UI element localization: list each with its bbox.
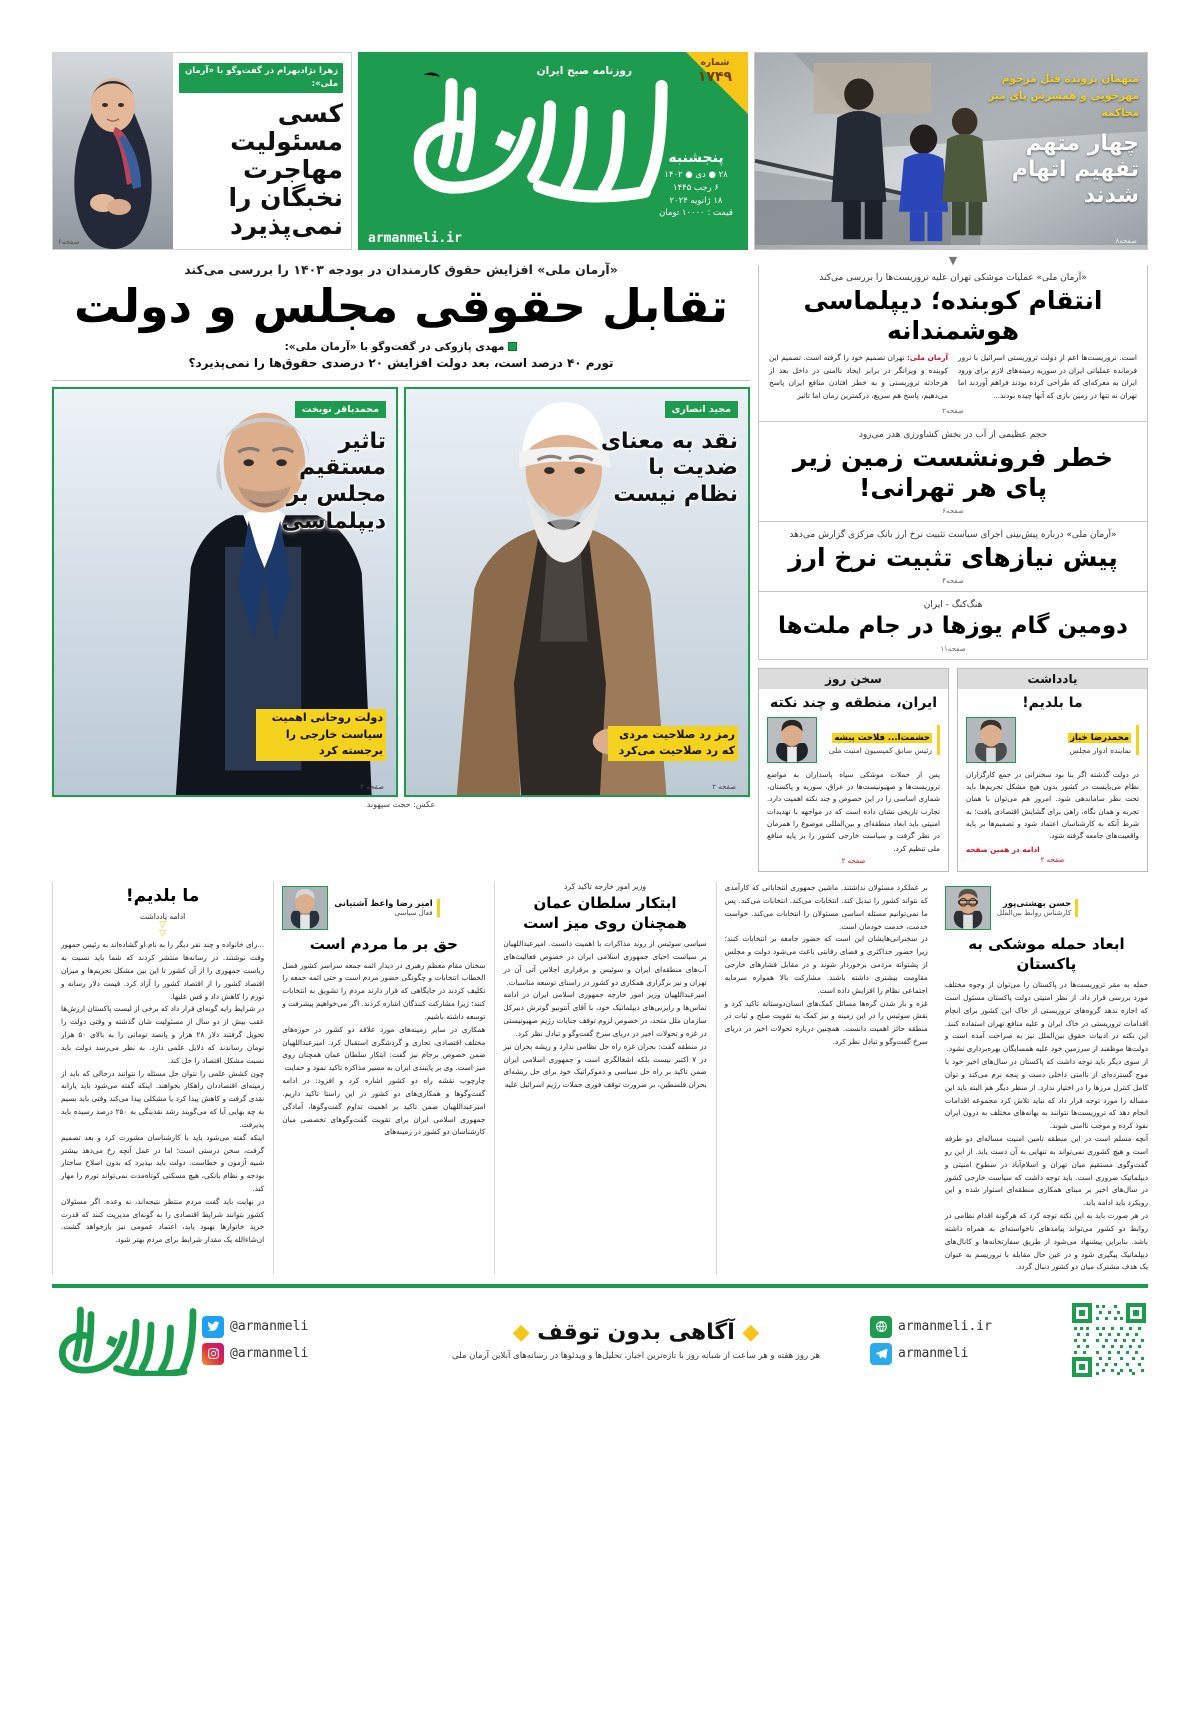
feature-headline-nobakht[interactable]: تاثیر مستقیم مجلس بر دیپلماسی [281, 428, 386, 534]
feature-caption-ansari: رمز رد صلاحیت مردی که رد صلاحیت می‌کرد [608, 726, 738, 761]
opinion-meta-1 [1022, 725, 1139, 755]
telegram-icon [870, 1343, 892, 1365]
lower-col-continuation [52, 882, 264, 1274]
diamond-icon-right: ◆ [742, 1319, 760, 1345]
opinion-avatar-0 [767, 717, 817, 763]
feature-name-nobakht: محمدباقر نوبخت [295, 401, 386, 418]
feature-page-nobakht: صفحه ۴ [360, 782, 384, 791]
opinion-meta-0 [823, 725, 940, 755]
side-body-0-right-text: تهران تصمیم خود را گرفته است. تصمیم این کوبنده و ویرانگر در برابر ایجاد ناامنی در داخل بعد از هرحادثه تروریستی و به خطر افتادن منافع ایران پاسخ می‌دهیم، پاسخ هم سریع، درکمترین زمان اما تاثیر [769, 353, 948, 401]
opinion-section-0: سخن روز [759, 669, 948, 689]
note-p4: در هر صورت باید به این نکته توجه کرد که هرگونه اقدام نظامی در روابط دو کشور می‌تواند پیامدهای ناخواسته‌ای به همراه داشته باشد. بنابراین پیشنهاد می‌شود از طریق سفارتخانه‌ها و کانال‌های دیپلماتیک پیگیری شود و در عین حال مقابله با تروریسم به عنوان یک هدف مشترک میان دو کشور دنبال گردد. [944, 1211, 1149, 1272]
continuation-p2: در شرایط رایه گونه‌ای قرار داد که برخی از لیست پاکستان ارزش‌ها عقب بیش از دو سال از مسئولیت شان گذشته و وقتی دولت را تحویل گرفتند دلار ۲۸ هزار و پانصد تومانی را به بالای ۵۰ هزار تومان رساندند که دلایل علمی دارد. به نظر می‌رسد دولت باید نسبت مشکل اقتصاد را حل کند. [61, 1004, 265, 1065]
side-kicker-1: حجم عظیمی از آب در بخش کشاورزی هدر می‌رود [858, 429, 1048, 440]
lead-subline2: تورم ۴۰ درصد است، بعد دولت افزایش ۲۰ درصدی حقوق‌ها را نمی‌پذیرد؟ [188, 355, 614, 370]
footer-instagram-handle[interactable]: @armanmeli [230, 1346, 309, 1362]
opinion-author-role-0: رئیس سابق کمیسیون امنیت ملی [828, 745, 932, 755]
beheshtipour-avatar [945, 886, 991, 930]
teaser-left-headline[interactable]: چهار متهم تفهیم اتهام شدند [1011, 131, 1139, 209]
haqq-title[interactable]: حق بر ما مردم است [309, 935, 458, 954]
continuation-subtitle: ادامه یادداشت [139, 912, 186, 922]
note-title[interactable]: ابعاد حمله موشکی به پاکستان [968, 935, 1125, 973]
haqq-p3: چارچوب نقشه راه دو کشور اشاره کرد و افزود: در ادامه گفت‌وگوها و همکاری‌های دو کشور در این راستا تاکید داریم. امیرعبداللهیان ضمن تاکید بر اهمیت تداوم گفت‌وگوها، آمادگی جمهوری اسلامی ایران برای تقویت گفت‌وگوهای تخصصی میان کارشناسان دو کشور در زمینه‌های [282, 1076, 486, 1137]
qr-code[interactable] [1070, 1301, 1148, 1379]
feature-page-ansari: صفحه ۲ [712, 782, 736, 791]
issue-label: شماره [700, 58, 730, 68]
armanmeli-logotype [366, 66, 682, 212]
woman-portrait-figure [53, 53, 173, 249]
lower-col-note [937, 882, 1148, 1274]
plain-p3: غزه و باز شدن گره‌ها مسائل کمک‌های انسان‌دوستانه تاکید کرد و نقش سوئیس را در این زمینه و نیز کمک به تقویت صلح و ثبات در منطقه حائز اهمیت دانست. همچنین درباره تحولات اخیر در دریای سرخ گفت‌وگو و تبادل نظر کرد. [724, 998, 928, 1047]
footer-twitter-row[interactable] [202, 1316, 394, 1338]
side-page-3: صفحه۱۱ [940, 644, 966, 653]
note-p1: حمله به مقر تروریست‌ها در پاکستان را می‌توان از وجوه مختلف مورد بررسی قرار داد. از نظر امنیتی دولت پاکستان مسئول است که اجازه ندهد گروه‌های تروریستی از خاک این کشور برای انجام اقدامات تروریستی در خاک ایران و علیه منافع تهران استفاده کنند. این نکته در ادبیات حقوق بین‌الملل نیز به صراحت آمده است و دولت‌ها موظفند از سرزمین خود علیه همسایگان بهره‌برداری نشود. [944, 980, 1149, 1054]
teaser-right[interactable] [52, 52, 352, 250]
lead-story[interactable] [52, 256, 750, 381]
masthead-logo [366, 66, 682, 212]
continuation-p5: در نهایت باید گفت مردم منتظر نتیجه‌اند، نه وعده. اگر مسئولان کشور بتوانند شرایط اقتصادی را به گونه‌ای مدیریت کنند که قدرت خرید خانوارها بهبود یابد، اعتماد عمومی نیز بازخواهد گشت. ان‌شاءالله یک مقدار شرایط برای مردم بهتر شود. [61, 1196, 265, 1245]
side-item-2[interactable] [758, 522, 1148, 592]
feature-caption-nobakht: دولت روحانی اهمیت سیاست خارجی را برجسته کرد [256, 709, 386, 761]
footer-tagline: هر روز هفته و هر ساعت از شبانه روز با تازه‌ترین اخبار، تحلیل‌ها و ویدئوها در رسانه‌های آنلاین آرمان ملی [452, 1350, 820, 1361]
side-body-0-right [769, 352, 948, 403]
side-page-1: صفحه۶ [942, 506, 964, 515]
instagram-icon [202, 1343, 224, 1365]
side-body-0 [769, 352, 1137, 403]
continuation-p1: ...رای خانواده و چند نفر دیگر را به نام او گشاده‌اند به رئیس جمهور وقت نوشتند. در رسانه‌ها منتشر کردند که شما باید نسبت به ریاست جمهوری را از آن کشور تا این بین مشکل تحریم‌ها و میزان اقتصاد کشور را از اقتصاد کشور را آزاد کرد. قیمت دلار رسانه و تورم را کاهش داد و قس علیها. [61, 940, 265, 1001]
side-item-0[interactable] [758, 265, 1148, 422]
masthead-subtitle: روزنامه صبح ایران [536, 65, 632, 77]
side-body-0-left: است. تروریست‌ها اعم از دولت تروریستی اسرائیل با ترور فرمانده عملیاتی ایران در سوریه زمینه‌های لازم برای ورود ایران به معرکه‌ای که طراحی کرده بودند فراهم آوردند اما تهران نه تنها در زمین بازی که آنها چیده بودند... [958, 353, 1137, 401]
photo-credit: عکس: حجت سپهوند [366, 799, 436, 809]
footer-slogan-block [402, 1320, 870, 1361]
oman-kickline: وزیر امور خارجه تاکید کرد [564, 882, 647, 892]
qr-code-image [1070, 1301, 1148, 1379]
twitter-icon [202, 1316, 224, 1338]
footer-telegram-handle[interactable]: armanmeli [898, 1346, 969, 1362]
mid-section [0, 250, 1200, 872]
date-hijri: ۶ رجب ۱۴۴۵ [673, 182, 719, 193]
oman-p1: سیاسی سوئیس از روند مذاکرات با اهمیت دانست. امیرعبداللهیان بر سیاست احیای جمهوری اسلامی ایران در خصوص فعالیت‌های آب‌های منطقه‌ای ایران و سوئیس و برقراری اجلاس آتی آن در تهران و نیز برگزاری همکاری دو کشور در راستای توسعه مناسبات. [503, 939, 707, 987]
side-headline-2[interactable]: پیش نیازهای تثبیت نرخ ارز [788, 542, 1118, 572]
lower-col-oman [494, 882, 706, 1274]
side-page-2: صفحه۴ [942, 576, 964, 585]
side-page-0: صفحه۲ [942, 406, 964, 415]
price: قیمت : ۱۰۰۰۰ تومان [659, 208, 733, 219]
opinion-body-0: پس از حملات موشکی سپاه پاسداران به مواضع تروریست‌ها و صهیونیست‌ها در عراق، سوریه و پاکستان، شماری اساسی را در این خصوص و چند نکته اهمیت دارد. تجارب تاریخی نشان داده است که در مواجهه با تهدیدات امنیتی باید ابعاد منطقه‌ای و بین‌المللی موضوع را همزمان در نظر گرفت و سیاست خارجی کشور را بر پایه منافع ملی تنظیم کرد. [767, 769, 940, 853]
footer-slogan-text: آگاهی بدون توقف [537, 1319, 735, 1345]
teaser-left[interactable] [754, 52, 1148, 250]
note-author-role: کارشناس روابط بین‌الملل [996, 909, 1072, 918]
footer-website-row[interactable] [870, 1316, 1062, 1338]
note-byline-meta [997, 899, 1078, 917]
ashtiani-avatar-figure [283, 887, 327, 929]
opinion-sokhan-rooz[interactable] [758, 668, 949, 873]
footer-logo [52, 1304, 202, 1376]
masthead [358, 52, 748, 250]
arrow-down-icon: ▼ [948, 254, 958, 267]
teaser-right-headline[interactable]: کسی مسئولیت مهاجرت نخبگان را نمی‌پذیرد [228, 99, 343, 241]
teaser-right-photo [53, 53, 173, 249]
teaser-left-page: صفحه۸ [1115, 237, 1137, 245]
haqq-author-role: فعال سیاسی [394, 909, 433, 918]
lead-subline-text: مهدی پازوکی در گفت‌وگو با «آرمان ملی»: [284, 340, 505, 353]
haqq-p1: سخنان مقام معظم رهبری در دیدار ائمه جمعه سراسر کشور فصل الخطاب انتخابات و چگونگی حضور مردم است و حتی ائمه جمعه را تکلیف کردند در جایگاهی که قرار دارند مردم را تشویق به انتخابات کنند؛ زیرا مشارکت کنندگان اشاره کردند. اگر می‌خواهیم پیشرفت و توسعه داشته باشیم. [282, 960, 486, 1021]
footer-socials-left [870, 1311, 1070, 1370]
side-column [758, 256, 1148, 872]
masthead-date [650, 148, 742, 220]
teaser-right-kicker: زهرا نژادبهرام در گفت‌وگو با «آرمان ملی»: [179, 63, 343, 93]
opinion-page-1: صفحه ۲ [1040, 855, 1065, 864]
square-bullet-icon [508, 342, 517, 351]
teaser-left-kicker: متهمان پرونده قتل مرحوم مهرجویی و همسرش پای میز محاکمه [988, 73, 1139, 119]
teaser-left-text [964, 71, 1139, 209]
side-headline-1[interactable]: خطر فرونشست زمین زیر پای هر تهرانی! [792, 442, 1114, 502]
date-solar: ۲۸ ● دی ● ۱۴۰۲ [664, 170, 728, 180]
beheshtipour-avatar-figure [946, 887, 990, 929]
continuation-p4: اینکه گفته می‌شود باید با کارشناسان مشورت کرد و بعد تصمیم گرفت، سخن درستی است؛ اما در عمل آنچه رخ می‌دهد بیشتر شبیه آزمون و خطاست. دولت باید بپذیرد که بدون اصلاح ساختار بودجه و نظام بانکی، هیچ مسکنی کوتاه‌مدت نمی‌تواند تورم را مهار کند. [61, 1132, 265, 1193]
footer-website-url[interactable]: armanmeli.ir [898, 1319, 992, 1335]
note-author-name: حسن بهشتی‌پور [1002, 899, 1072, 910]
feature-name-ansari: مجید انصاری [665, 401, 738, 418]
feature-headline-ansari[interactable]: نقد به معنای ضدیت با نظام نیست [600, 428, 738, 508]
opinion-author-name-0: حشمت‌ا... فلاحت پیشه [834, 732, 930, 743]
haqq-p2: همکاری در سایر زمینه‌های مورد علاقه دو کشور در حوزه‌های مختلف اقتصادی، تجاری و گردشگری استقبال کرد. امیرعبداللهیان ضمن خصوص برجام نیز گفت: ابتکار سلطان عمان همچنان روی میز است. وی بر پایبندی ایران به مسیر مذاکره تاکید نمود و حمایت [282, 1024, 486, 1073]
opinion-section-1: یادداشت [958, 669, 1147, 689]
feature-boxes [52, 387, 750, 797]
top-strip [0, 0, 1200, 250]
teaser-right-text [173, 53, 351, 249]
opinion-more-link-1[interactable]: ادامه در همین صفحه [966, 844, 1040, 854]
date-weekday: پنجشنبه [668, 150, 724, 166]
oman-title[interactable]: ابتکار سلطان عمان همچنان روی میز است [523, 894, 687, 932]
side-item-3[interactable] [758, 592, 1148, 660]
lead-subline [56, 341, 746, 353]
main-column [52, 256, 750, 872]
side-item-1[interactable] [758, 422, 1148, 522]
issue-number: ۱۷۴۹ [697, 69, 733, 86]
armanmeli-footer-logotype [52, 1304, 202, 1376]
opinion-author-name-1: محمدرضا خباز [1070, 732, 1129, 743]
plain-p1: بر عملکرد مسئولان نداشتند. ماشین جمهوری انتخاباتی که کارآمدی که نتواند کشور را تبدیل کند. انتخابات می‌کند. انتخابات می‌کند. پس ما نمی‌توانیم مسئله اساسی مسئولان را انتخابات می‌کند. خواست خدمت، خدمت خودمان است. [724, 883, 928, 931]
haqq-author-name: امیر رضا واعظ آشتیانی [334, 899, 433, 910]
khabbaz-avatar-figure [967, 718, 1015, 762]
lower-col-plain [716, 882, 928, 1274]
side-kicker-3: هنگ‌کنگ - ایران [923, 599, 983, 610]
side-lead-label-0: آرمان ملی: [906, 353, 948, 362]
teaser-right-page: صفحه۶ [58, 238, 80, 246]
haqq-byline-meta [334, 899, 439, 917]
lower-article-grid [0, 872, 1200, 1274]
feature-box-ansari[interactable] [404, 387, 750, 797]
opinion-author-block-0 [759, 715, 948, 767]
footer-slogan [402, 1320, 870, 1345]
page-footer [52, 1284, 1148, 1384]
plain-p2: در سخنرانی‌هایشان این است که حضور جامعه بر انتخابات کنند؛ زیرا حضور حداکثری و فضای رقابتی باعث می‌شود دولت و مجلس از پشتوانه مردمی برخوردار شوند و در مقابل فشارهای خارجی مقاومت بیشتری داشته باشند. مشارکت بالا همواره سرمایه اجتماعی نظام را افزایش داده است. [724, 934, 928, 995]
falahat-pisheh-avatar-figure [768, 718, 816, 762]
chevron-down-icon: ▽ ▽ [159, 920, 167, 940]
opinion-yaddasht[interactable] [957, 668, 1148, 873]
lead-headline[interactable]: تقابل حقوقی مجلس و دولت [74, 279, 728, 333]
diamond-icon-left: ◆ [512, 1319, 530, 1345]
note-p2: از سوی دیگر باید توجه داشت که پاکستان در سال‌های اخیر خود با موج گسترده‌ای از ناامنی داخلی دست و پنجه نرم می‌کند و توان کامل کنترل مرزها را در اختیار ندارد. از منظر دیگر هم البته باید این مساله را مورد توجه قرار داد که نباید تلاش کرد مجموعه اقدامات انجام دهد که تروریست‌ها نتوانند به بهانه‌های مختلف به درون ایران نفوذ کرده و موجب ناامنی شوند. [944, 1057, 1149, 1131]
feature-box-nobakht[interactable] [52, 387, 398, 797]
masthead-website[interactable]: armanmeli.ir [368, 231, 462, 246]
oman-p2: امیرعبداللهیان وزیر امور خارجه جمهوری اسلامی ایران در ادامه تماس‌ها و رایزنی‌های دیپلماتیک خود، با آقای آنتونیو گوترش دبیرکل سازمان ملل متحد، در خصوص لزوم توقف جنایات رژیم صهیونیستی در غزه و تحولات اخیر در دریای سرخ گفت‌وگو و تبادل نظر کرد. [503, 990, 707, 1038]
side-kicker-2: «آرمان ملی» درباره پیش‌بینی اجرای سیاست تثبیت نرخ ارز بانک مرکزی گزارش می‌دهد [789, 529, 1117, 540]
opinion-author-role-1: نماینده ادوار مجلس [1069, 745, 1131, 755]
side-kicker-0: «آرمان ملی» عملیات موشکی تهران علیه تروریست‌ها را بررسی می‌کند [819, 273, 1087, 283]
lead-kicker: «آرمان ملی» افزایش حقوق کارمندان در بودجه ۱۴۰۳ را بررسی می‌کند [184, 262, 618, 277]
oman-p3: در منطقه گفت: بحران غزه راه حل نظامی ندارد و ریشه بحران نیز در ۷ اکتبر نیست بلکه اشغالگری است و جمهوری اسلامی ایران ضمن تاکید بر راه حل سیاسی و دموکراتیک خود برای حل ریشه‌ای بحران فلسطین، بر ضرورت توقف فوری حملات رژیم اسرائیل علیه [503, 1041, 707, 1090]
note-p3: آنچه مسلم است در این منطقه تامین امنیت مساله‌ای دو طرفه است و هیچ کشوری نمی‌تواند به تنهایی به آن دست یابد. از این رو گفت‌وگوی مستقیم میان تهران و اسلام‌آباد در سطوح امنیتی و دیپلماتیک ضروری است. باید توجه داشت که سیاست خارجی کشور در سال‌های اخیر بر مبنای همکاری منطقه‌ای استوار شده و این رویکرد باید ادامه یابد. [944, 1134, 1149, 1208]
globe-icon [870, 1316, 892, 1338]
opinion-row [758, 668, 1148, 873]
opinion-avatar-1 [966, 717, 1016, 763]
side-headline-3[interactable]: دومین گام یوزها در جام ملت‌ها [778, 612, 1128, 639]
haqq-byline [282, 886, 485, 930]
footer-telegram-row[interactable] [870, 1343, 1062, 1365]
footer-instagram-row[interactable] [202, 1343, 394, 1365]
date-gregorian: ۱۸ ژانویه ۲۰۲۴ [669, 195, 723, 206]
issue-badge [688, 58, 742, 87]
side-headline-0[interactable]: انتقام کوبنده؛ دیپلماسی هوشمندانه [803, 286, 1103, 345]
opinion-body-1: در دولت گذشته اگر بنا بود سخنرانی در جمع کارگزاران نظام می‌بایست در کشور بدون هیچ مشکل تحریم‌ها باید تحت نظر ساماندهی شود. امروز هم می‌توان با همان تجربه و همان نگاه، راهی برای گشایش اقتصادی یافت؛ به شرط آنکه به کارشناسان اعتماد شود و تصمیم‌ها بر پایه واقعیت‌های جامعه گرفته شود. [966, 769, 1139, 841]
opinion-title-1[interactable]: ما بلدیم! [1022, 694, 1083, 711]
opinion-author-block-1 [958, 715, 1147, 767]
opinion-title-0[interactable]: ایران، منطقه و چند نکته [769, 694, 938, 711]
lower-col-haqq [273, 882, 485, 1274]
continuation-title[interactable]: ما بلدیم! [125, 886, 200, 907]
opinion-page-0: صفحه ۲ [841, 857, 866, 866]
note-byline [945, 886, 1148, 930]
ashtiani-avatar [282, 886, 328, 930]
footer-twitter-handle[interactable]: @armanmeli [230, 1319, 309, 1335]
footer-socials-right [202, 1311, 402, 1370]
continuation-p3: چون کشش علمی را نتوان حل مسئله را نتوانند درحالی که باید از زمینه‌ای اقتصاددان راهکار بخواهند. اینکه گفته می‌شود باید یارانه نقدی گرفت و کاهش پیدا کرد یا مشکلی پیدا می‌کند وقتی باید بسیم به چه بهایی آیا که می‌گویند رشد نقدینگی به ۲۵۰ درصد رسیده باید پذیرفت. [61, 1068, 265, 1129]
